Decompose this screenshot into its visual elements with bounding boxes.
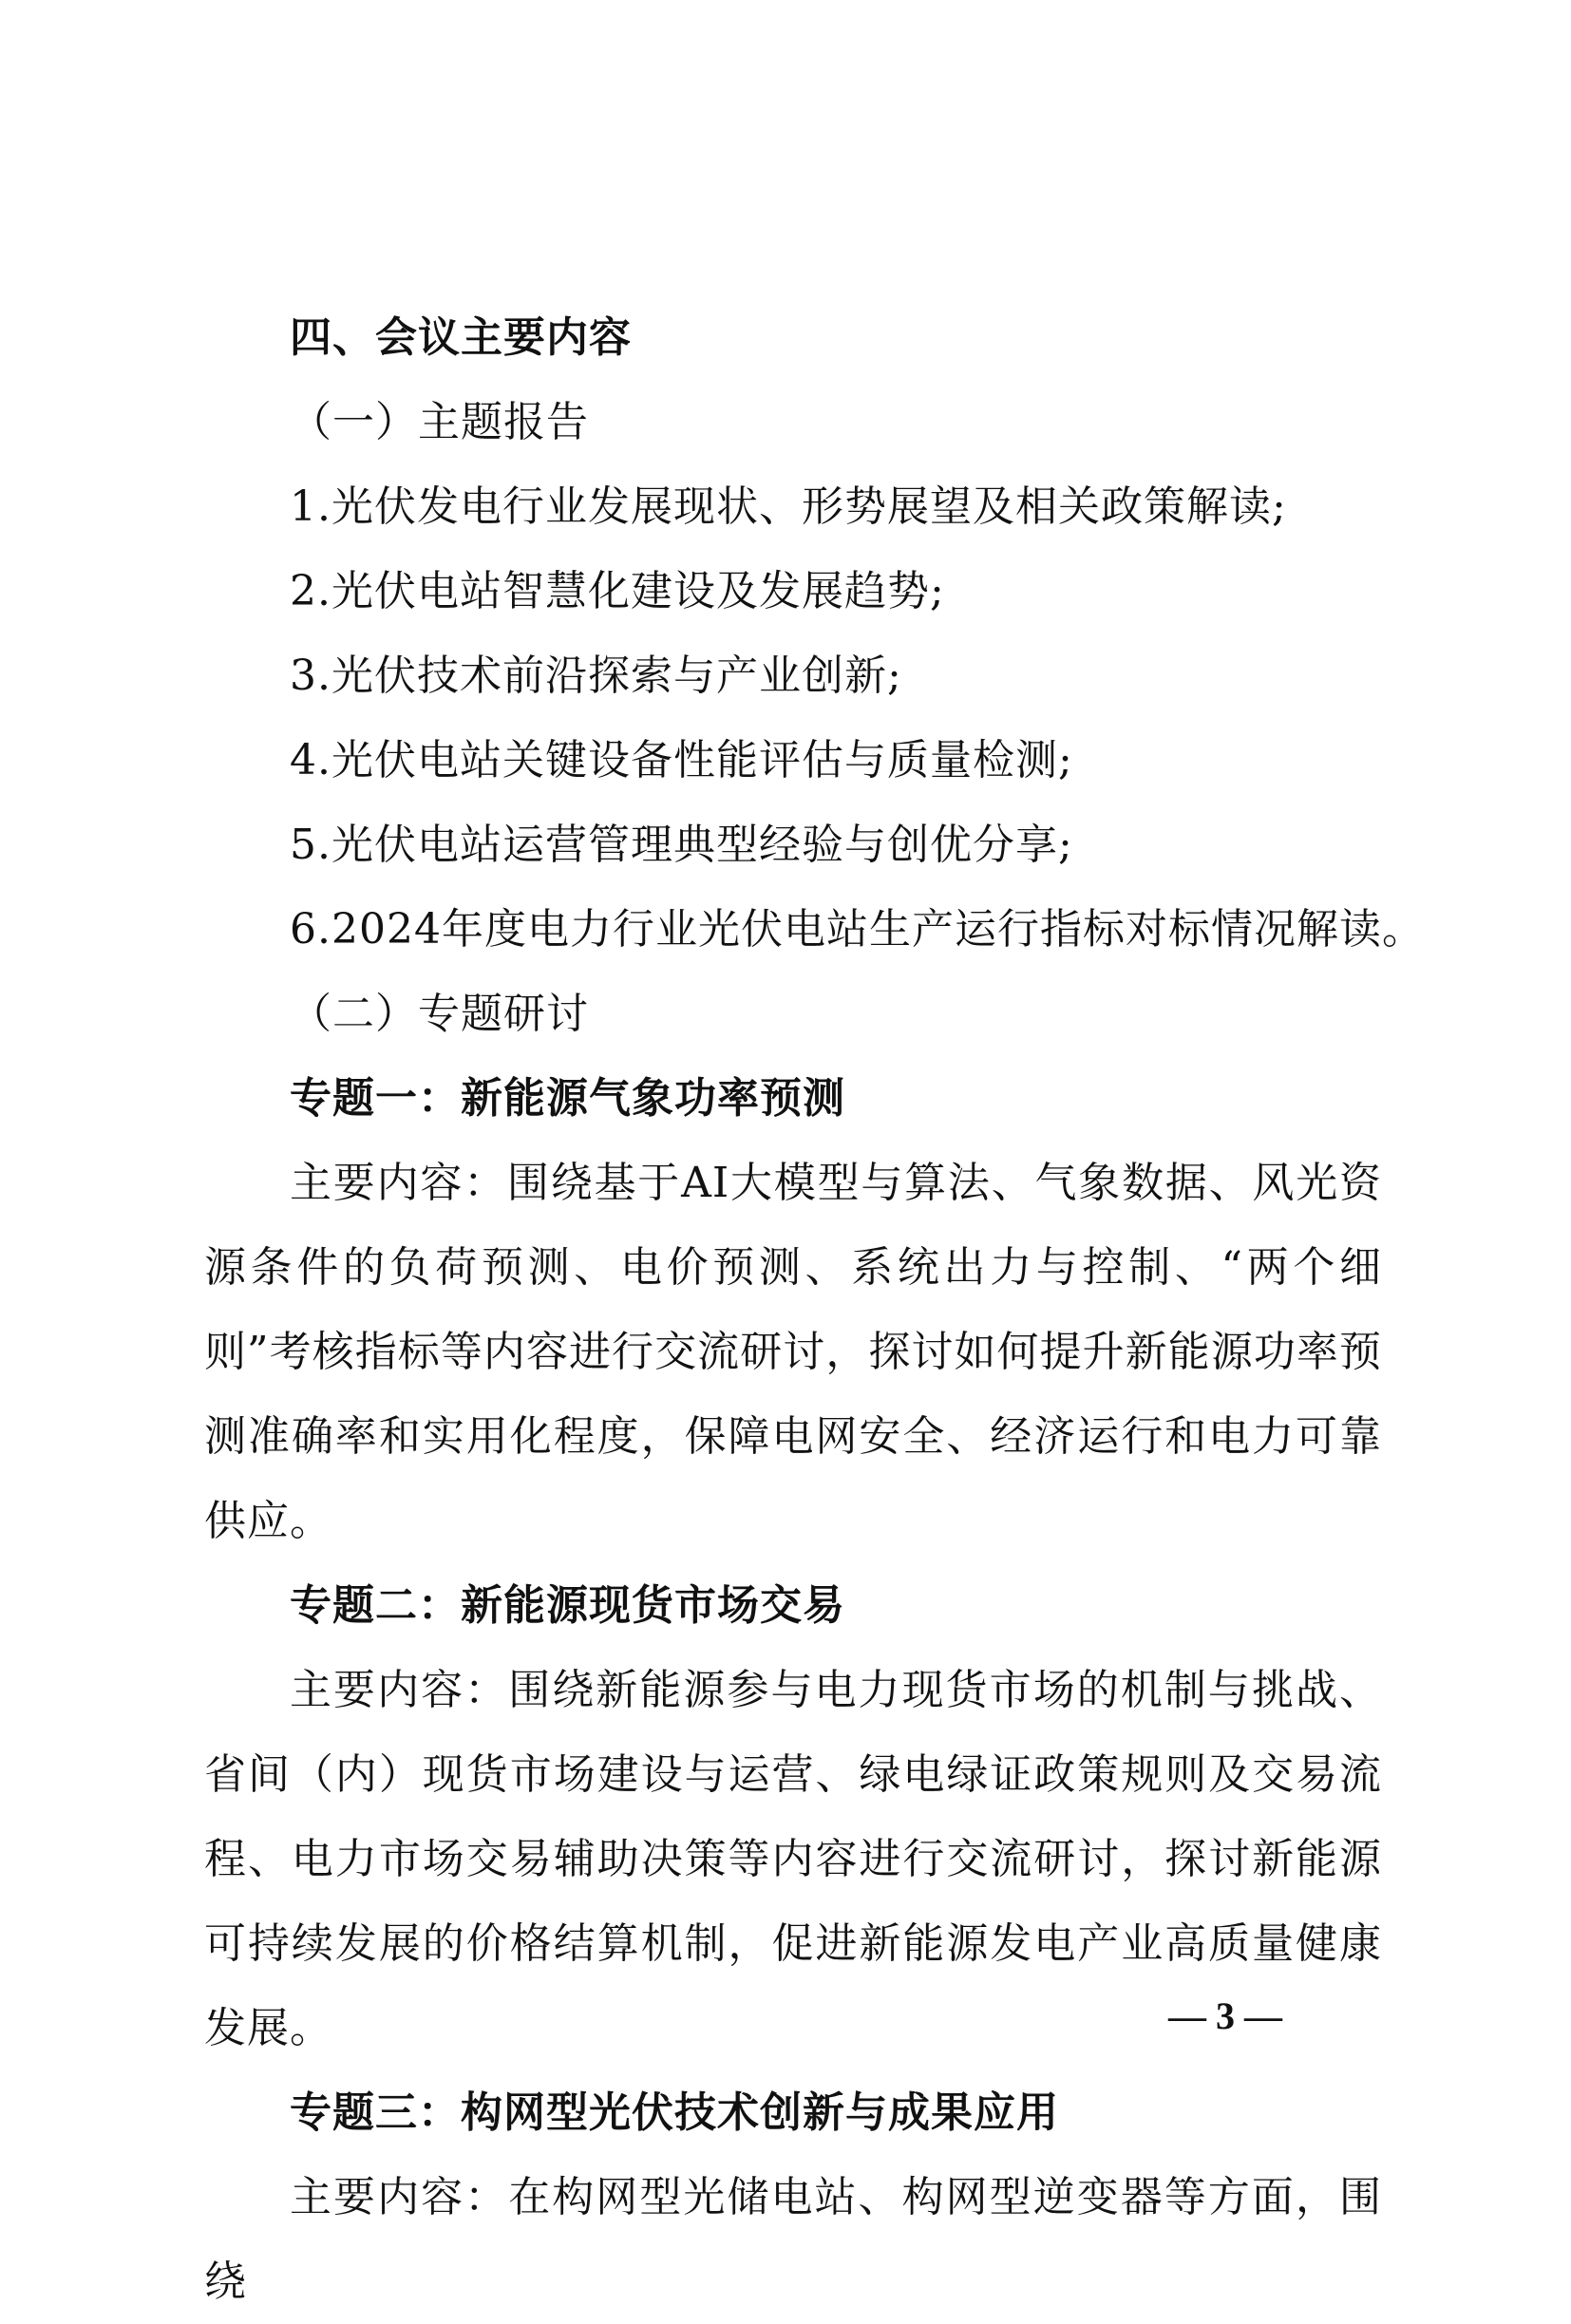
section-heading: 四、会议主要内容 — [290, 313, 632, 362]
topic-content: 主要内容：围绕基于AI大模型与算法、气象数据、风光资源条件的负荷预测、电价预测、系统出力与控制、“两个细则”考核指标等内容进行交流研讨，探讨如何提升新能源功率预测准确率和实用化程度，保障电网安全、经济运行和电力可靠供应。 — [204, 1159, 1382, 1545]
topic-content: 主要内容：在构网型光储电站、构网型逆变器等方面，围绕 — [204, 2173, 1382, 2306]
report-item: 2.光伏电站智慧化建设及发展趋势; — [290, 567, 945, 615]
subsection-heading-reports: （一）主题报告 — [290, 398, 589, 446]
report-item: 1.光伏发电行业发展现状、形势展望及相关政策解读; — [290, 482, 1287, 531]
topic-content: 主要内容：围绕新能源参与电力现货市场的机制与挑战、省间（内）现货市场建设与运营、绿电绿证政策规则及交易流程、电力市场交易辅助决策等内容进行交流研讨，探讨新能源可持续发展的价格结算机制，促进新能源发电产业高质量健康发展。 — [204, 1666, 1382, 2052]
topic-title: 专题三：构网型光伏技术创新与成果应用 — [290, 2088, 1059, 2137]
report-item: 4.光伏电站关键设备性能评估与质量检测; — [290, 736, 1073, 784]
page-number: — 3 — — [1168, 1994, 1282, 2037]
subsection-heading-topics: （二）专题研讨 — [290, 990, 589, 1038]
topic-title: 专题一：新能源气象功率预测 — [290, 1074, 845, 1123]
report-item: 6.2024年度电力行业光伏电站生产运行指标对标情况解读。 — [290, 905, 1425, 954]
topic-title: 专题二：新能源现货市场交易 — [290, 1581, 845, 1630]
report-item: 3.光伏技术前沿探索与产业创新; — [290, 652, 902, 700]
report-item: 5.光伏电站运营管理典型经验与创优分享; — [290, 821, 1073, 869]
